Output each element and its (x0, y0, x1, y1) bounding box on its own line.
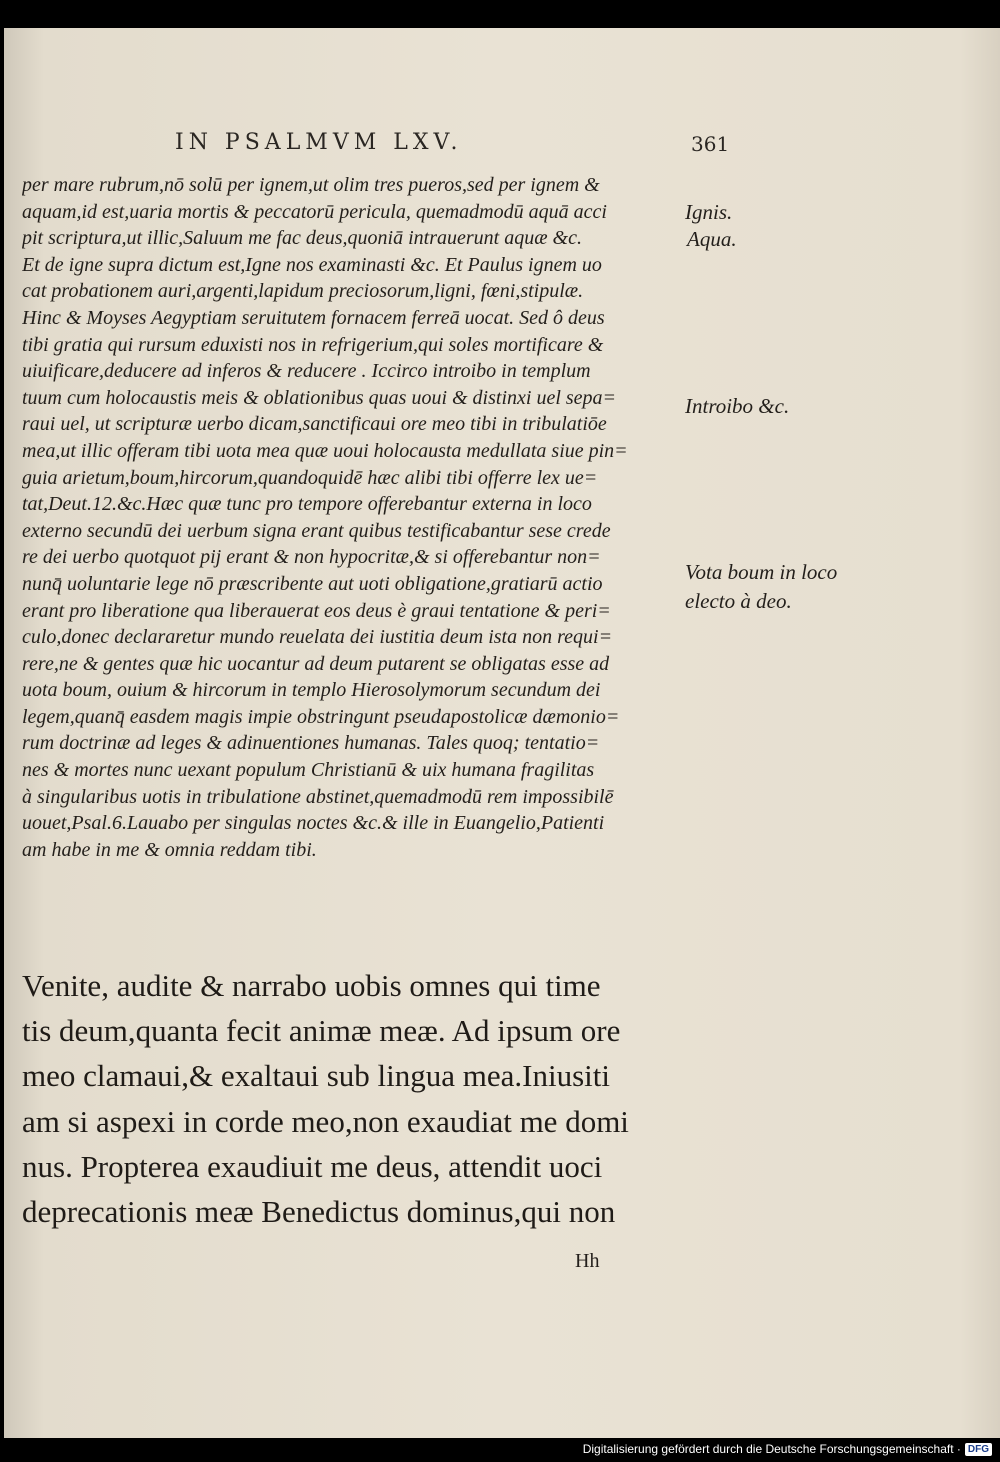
dfg-logo-icon: DFG (965, 1443, 992, 1456)
margin-note-aqua: Aqua. (687, 227, 737, 251)
text-line: nes & mortes nunc uexant populum Christianū & uix humana fragilitas (22, 759, 595, 782)
signature-mark: Hh (575, 1250, 600, 1272)
page-number: 361 (691, 132, 730, 156)
text-line: externo secundū dei uerbum signa erant quibus testificabantur sese crede (22, 519, 611, 542)
text-line: uouet,Psal.6.Lauabo per singulas noctes &c.& ille in Euangelio,Patienti (22, 812, 605, 835)
verse-line: Venite, audite & narrabo uobis omnes qui time (22, 968, 601, 1003)
text-line: à singularibus uotis in tribulatione abstinet,quemadmodū rem impossibilē (22, 785, 614, 808)
text-line: Hinc & Moyses Aegyptiam seruitutem fornacem ferreā uocat. Sed ô deus (22, 306, 605, 329)
commentary-text (22, 172, 690, 863)
running-header: IN PSALMVM LXV. (175, 130, 463, 155)
text-line: aquam,id est,uaria mortis & peccatorū pericula, quemadmodū aquā acci (22, 200, 607, 223)
text-line: legem,quanq̄ easdem magis impie obstringunt pseudapostolicæ dæmonio= (22, 705, 620, 728)
verse-line: deprecationis meæ Benedictus dominus,qui non (22, 1193, 616, 1229)
margin-note-introibo: Introibo &c. (685, 394, 790, 418)
verse-line: meo clamaui,& exaltaui sub lingua mea.Iniusiti (22, 1058, 610, 1094)
text-line: erant pro liberatione qua liberauerat eos deus è graui tentatione & peri= (22, 599, 611, 622)
funding-credit (583, 1442, 992, 1456)
text-line: per mare rubrum,nō solū per ignem,ut olim tres pueros,sed per ignem & (22, 174, 600, 196)
text-line: tat,Deut.12.&c.Hæc quæ tunc pro tempore offerebantur externa in loco (22, 493, 592, 516)
text-line: tibi gratia qui rursum eduxisti nos in refrigerium,qui soles mortificare & (22, 333, 604, 356)
text-line: re dei uerbo quotquot pij erant & non hypocritæ,& si offerebantur non= (22, 546, 601, 569)
book-page (4, 28, 1000, 1438)
text-line: uota boum, ouium & hircorum in templo Hierosolymorum secundum dei (22, 679, 601, 702)
verse-line: nus. Propterea exaudiuit me deus, attendit uoci (22, 1148, 603, 1184)
text-line: raui uel, ut scripturæ uerbo dicam,sanctificaui ore meo tibi in tribulatiōe (22, 413, 607, 436)
margin-note-ignis: Ignis. (685, 200, 733, 224)
text-line: rere,ne & gentes quæ hic uocantur ad deum putarent se obligatas esse ad (22, 652, 610, 675)
margin-note-vota: Vota boum in loco electo à deo. (685, 560, 838, 613)
text-line: cat probationem auri,argenti,lapidum preciosorum,ligni, fœni,stipulæ. (22, 280, 584, 303)
text-line: Et de igne supra dictum est,Igne nos examinasti &c. Et Paulus ignem uo (22, 253, 602, 276)
verse-line: am si aspexi in corde meo,non exaudiat me domi (22, 1103, 629, 1139)
text-line: am habe in me & omnia reddam tibi. (22, 838, 317, 861)
text-line: tuum cum holocaustis meis & oblationibus quas uoui & distinxi uel sepa= (22, 386, 617, 409)
text-line: nunq̄ uoluntarie lege nō præscribente aut uoti obligatione,gratiarū actio (22, 572, 603, 595)
verse-line: tis deum,quanta fecit animæ meæ. Ad ipsum ore (22, 1013, 621, 1049)
text-line: uiuificare,deducere ad inferos & reducere . Iccirco introibo in templum (22, 360, 591, 383)
psalm-verse-text (22, 963, 678, 1234)
text-line: guia arietum,boum,hircorum,quandoquidē hæc alibi tibi offerre lex ue= (22, 466, 598, 489)
text-line: rum doctrinæ ad leges & adinuentiones humanas. Tales quoq; tentatio= (22, 732, 600, 755)
text-line: culo,donec declararetur mundo reuelata dei iustitia deum ista non requi= (22, 626, 613, 649)
text-line: pit scriptura,ut illic,Saluum me fac deus,quoniā intrauerunt aquæ &c. (22, 227, 582, 250)
text-line: mea,ut illic offeram tibi uota mea quæ uoui holocausta medullata siue pin= (22, 439, 628, 462)
funding-credit-text: Digitalisierung gefördert durch die Deutsche Forschungsgemeinschaft · (582, 1442, 961, 1456)
